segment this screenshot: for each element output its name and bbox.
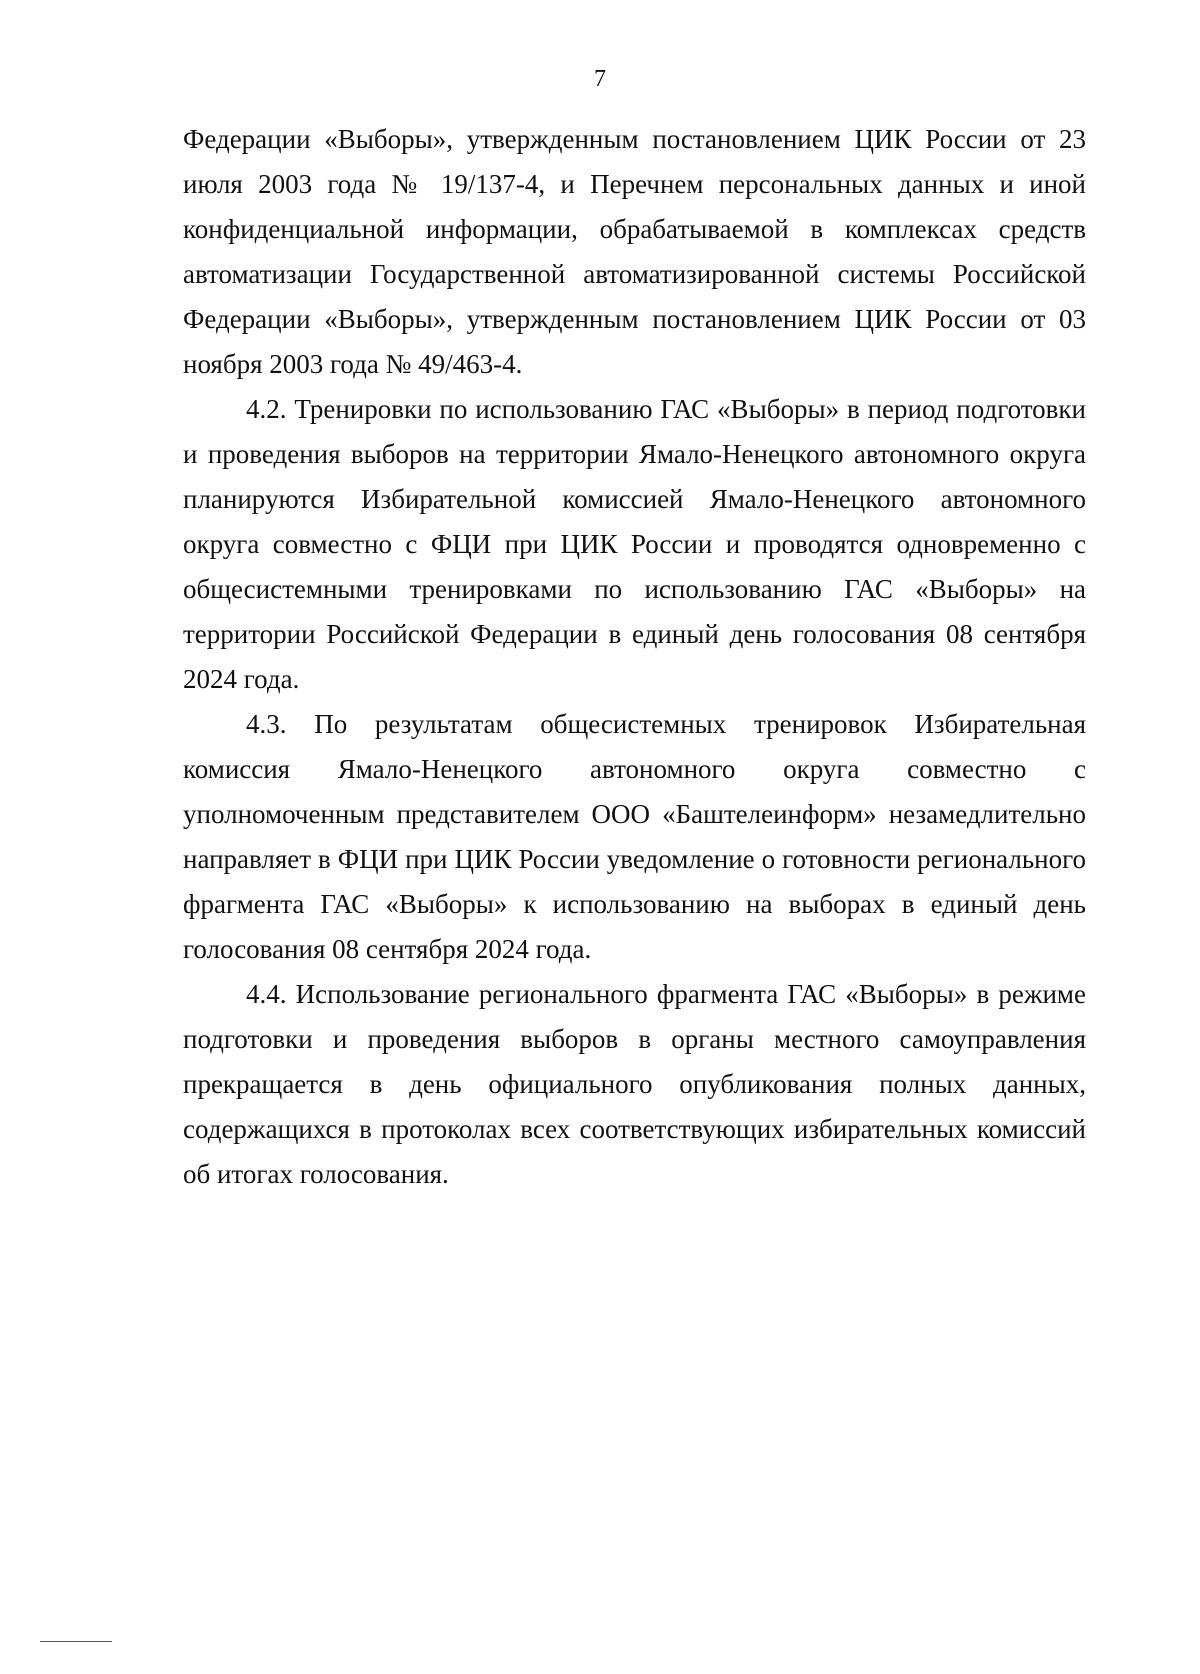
page-number: 7 (594, 66, 606, 92)
footer-rule (40, 1641, 112, 1642)
paragraph-4-3: 4.3. По результатам общесистемных тренировок Избирательная комиссия Ямало-Ненецкого автономного округа совместно с уполномоченным представителем ООО «Баштелеинформ» незамедлительно направляет в ФЦИ при ЦИК России уведомление о готовности регионального фрагмента ГАС «Выборы» к использованию на выборах в единый день голосования 08 сентября 2024 года. (183, 709, 1086, 964)
paragraph-4-2: 4.2. Тренировки по использованию ГАС «Выборы» в период подготовки и проведения выборов на территории Ямало-Ненецкого автономного округа планируются Избирательной комиссией Ямало-Ненецкого автономного округа совместно с ФЦИ при ЦИК России и проводятся одновременно с общесистемными тренировками по использованию ГАС «Выборы» на территории Российской Федерации в единый день голосования 08 сентября 2024 года. (183, 394, 1086, 694)
document-body (183, 117, 1086, 1197)
paragraph-4-4: 4.4. Использование регионального фрагмента ГАС «Выборы» в режиме подготовки и проведения выборов в органы местного самоуправления прекращается в день официального опубликования полных данных, содержащихся в протоколах всех соответствующих избирательных комиссий об итогах голосования. (183, 979, 1086, 1189)
paragraph-continuation: Федерации «Выборы», утвержденным постановлением ЦИК России от 23 июля 2003 года № 19/137-4, и Перечнем персональных данных и иной конфиденциальной информации, обрабатываемой в комплексах средств автоматизации Государственной автоматизированной системы Российской Федерации «Выборы», утвержденным постановлением ЦИК России от 03 ноября 2003 года № 49/463-4. (183, 124, 1086, 379)
